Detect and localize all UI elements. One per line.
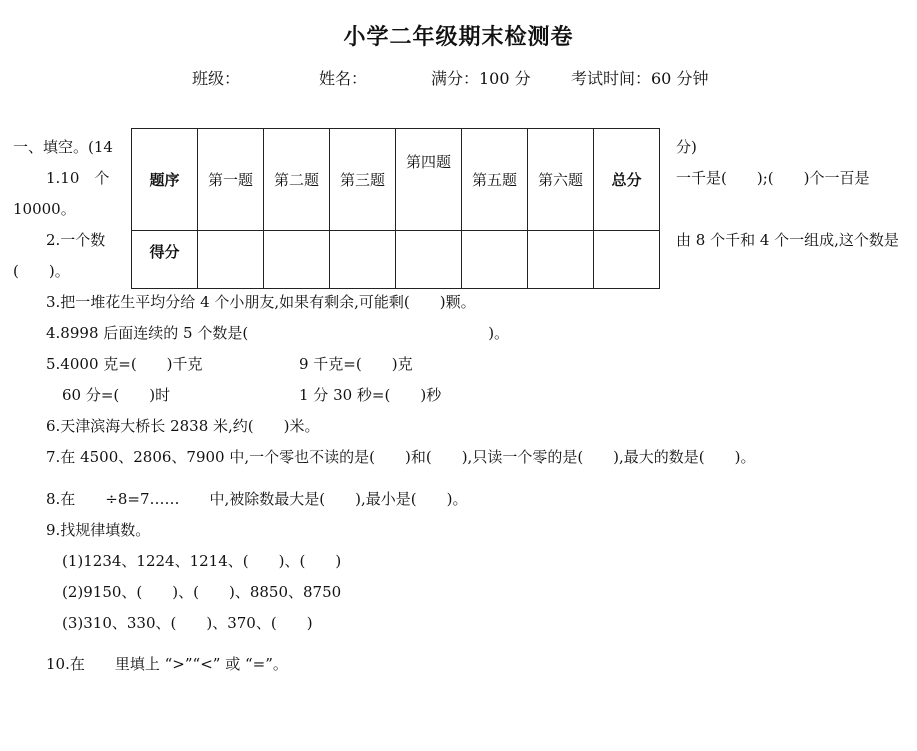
q1-start: 1.10 个 [46,169,110,187]
section1-heading: 一、填空。(14 [13,138,113,156]
q5-b: 9 千克=( )克 [299,355,413,373]
q7: 7.在 4500、2806、7900 中,一个零也不读的是( )和( ),只读一个零的是( ),最大的数是( )。 [46,448,756,466]
score-input-cell[interactable] [594,231,660,289]
score-cell-header: 第二题 [264,129,330,231]
score-cell-header: 总分 [594,129,660,231]
score-cell-header: 题序 [132,129,198,231]
score-input-cell[interactable] [528,231,594,289]
score-input-cell[interactable] [396,231,462,289]
exam-time: 考试时间：60 分钟 [571,69,709,88]
score-input-cell[interactable] [198,231,264,289]
score-input-cell[interactable] [462,231,528,289]
q5-a: 5.4000 克=( )千克 [46,355,203,373]
score-row-label: 得分 [132,231,198,289]
score-cell-header: 第一题 [198,129,264,231]
q3: 3.把一堆花生平均分给 4 个小朋友,如果有剩余,可能剩( )颗。 [46,293,476,311]
q2-end: 由 8 个千和 4 个一组成,这个数是 [676,231,899,249]
full-score: 满分：100 分 [431,69,531,88]
score-table-header-row [132,129,660,231]
class-label: 班级： [192,69,241,88]
score-table-score-row [132,231,660,289]
page-title: 小学二年级期末检测卷 [343,25,574,50]
score-input-cell[interactable] [330,231,396,289]
name-label: 姓名： [319,69,368,88]
q5-d: 1 分 30 秒=( )秒 [299,386,442,404]
q1-continued: 10000。 [13,200,76,218]
q2-continued: ( )。 [13,262,70,280]
q9-1: (1)1234、1224、1214、( )、( ) [62,552,342,570]
q8: 8.在 ÷8=7…… 中,被除数最大是( ),最小是( )。 [46,490,468,508]
q5-c: 60 分=( )时 [62,386,171,404]
q4: 4.8998 后面连续的 5 个数是( )。 [46,324,510,342]
q9-3: (3)310、330、( )、370、( ) [62,614,313,632]
score-cell-header: 第五题 [462,129,528,231]
q9-2: (2)9150、( )、( )、8850、8750 [62,583,342,601]
q2-start: 2.一个数 [46,231,106,249]
score-cell-header: 第六题 [528,129,594,231]
q10: 10.在 里填上 “>”“<” 或 “=”。 [46,655,288,673]
section1-heading-end: 分) [676,138,697,156]
q6: 6.天津滨海大桥长 2838 米,约( )米。 [46,417,320,435]
q9: 9.找规律填数。 [46,521,151,539]
q1-end: 一千是( );( )个一百是 [676,169,870,187]
score-input-cell[interactable] [264,231,330,289]
score-table [131,128,660,289]
score-cell-header: 第四题 [396,129,462,231]
score-cell-header: 第三题 [330,129,396,231]
